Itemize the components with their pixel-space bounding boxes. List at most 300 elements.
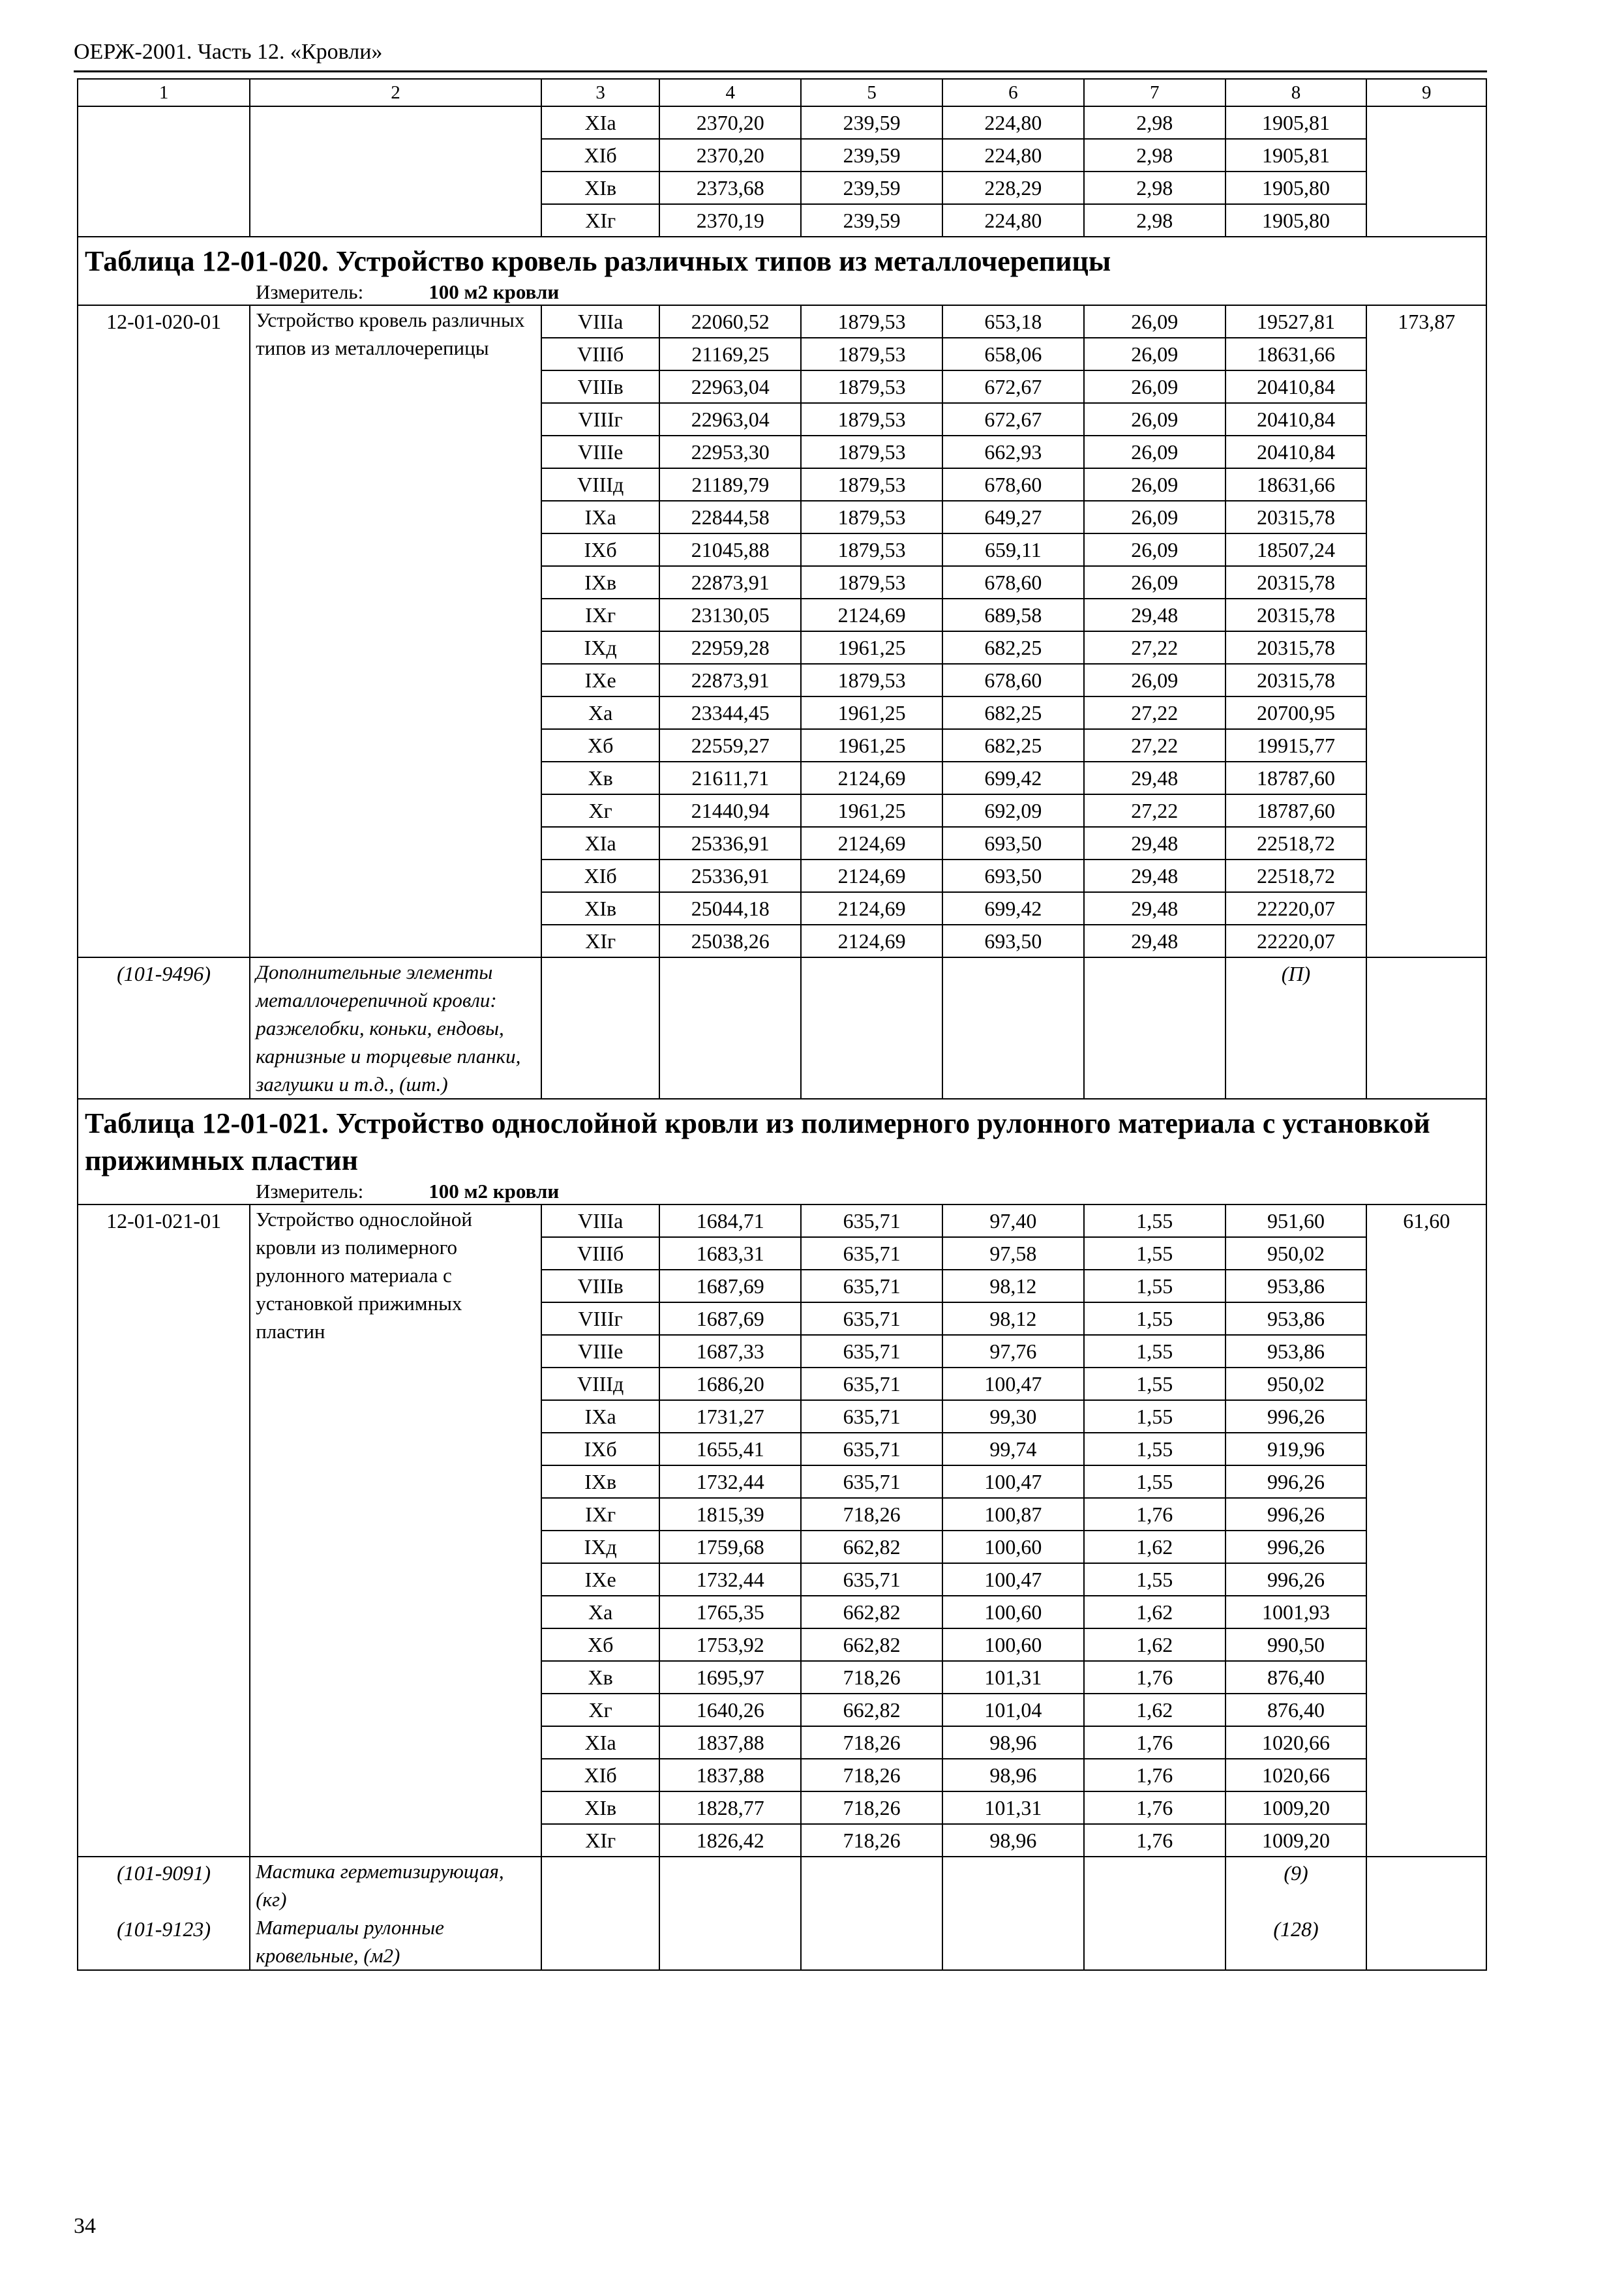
value-cell: 682,25 [942, 631, 1084, 664]
value-cell: 658,06 [942, 338, 1084, 370]
value-cell: 718,26 [801, 1759, 942, 1791]
region-cell: VIIIа [541, 1204, 660, 1237]
region-cell: Xа [541, 696, 660, 729]
value-cell: 635,71 [801, 1302, 942, 1335]
value-cell: 1684,71 [659, 1204, 801, 1237]
value-cell: 20315,78 [1226, 664, 1367, 696]
material-row [78, 957, 1486, 1099]
value-cell: 27,22 [1084, 631, 1226, 664]
value-cell: 996,26 [1226, 1563, 1367, 1596]
value-cell: 98,12 [942, 1302, 1084, 1335]
value-cell: 996,26 [1226, 1498, 1367, 1531]
value-cell: 689,58 [942, 599, 1084, 631]
value-cell: 693,50 [942, 860, 1084, 892]
value-cell: 662,93 [942, 436, 1084, 468]
value-cell: 635,71 [801, 1433, 942, 1465]
value-cell: 27,22 [1084, 794, 1226, 827]
material-quantity: (128) [1226, 1913, 1367, 1970]
value-cell: 718,26 [801, 1661, 942, 1694]
column-number: 3 [541, 79, 660, 106]
value-cell: 239,59 [801, 204, 942, 237]
value-cell: 693,50 [942, 925, 1084, 957]
value-cell: 23344,45 [659, 696, 801, 729]
column-number: 6 [942, 79, 1084, 106]
value-cell: 22220,07 [1226, 892, 1367, 925]
value-cell: 101,31 [942, 1791, 1084, 1824]
value-cell: 26,09 [1084, 533, 1226, 566]
region-cell: XIб [541, 1759, 660, 1791]
value-cell: 29,48 [1084, 762, 1226, 794]
measure-unit [78, 280, 1486, 305]
value-cell: 1879,53 [801, 436, 942, 468]
value-cell: 2,98 [1084, 106, 1226, 139]
value-cell: 2,98 [1084, 172, 1226, 204]
measure-row [78, 280, 1486, 305]
value-cell: 1687,69 [659, 1270, 801, 1302]
region-cell: IXа [541, 501, 660, 533]
value-cell: 1905,81 [1226, 106, 1367, 139]
value-cell: 1009,20 [1226, 1824, 1367, 1857]
empty-cell [801, 957, 942, 1099]
measure-label: Измеритель: [256, 1180, 364, 1203]
value-cell: 1879,53 [801, 664, 942, 696]
value-cell: 1,55 [1084, 1302, 1226, 1335]
rate-description: Устройство однослойной кровли из полимерного рулонного материала с установкой прижимных пластин [250, 1204, 541, 1857]
value-cell: 2124,69 [801, 860, 942, 892]
region-cell: VIIIд [541, 1368, 660, 1400]
region-cell: XIв [541, 1791, 660, 1824]
region-cell: VIIIв [541, 1270, 660, 1302]
value-cell: 20410,84 [1226, 370, 1367, 403]
value-cell: 678,60 [942, 468, 1084, 501]
value-cell: 21440,94 [659, 794, 801, 827]
value-cell: 22060,52 [659, 305, 801, 338]
column-number: 1 [78, 79, 250, 106]
value-cell: 98,96 [942, 1726, 1084, 1759]
value-cell: 682,25 [942, 696, 1084, 729]
region-cell: XIв [541, 892, 660, 925]
value-cell: 20410,84 [1226, 436, 1367, 468]
material-code: (101-9496) [78, 957, 250, 1099]
value-cell: 100,47 [942, 1563, 1084, 1596]
value-cell: 996,26 [1226, 1400, 1367, 1433]
value-cell: 1,55 [1084, 1204, 1226, 1237]
value-cell: 1879,53 [801, 338, 942, 370]
value-cell: 25044,18 [659, 892, 801, 925]
table-row [78, 106, 1486, 139]
value-cell: 26,09 [1084, 566, 1226, 599]
value-cell: 1961,25 [801, 631, 942, 664]
value-cell: 1009,20 [1226, 1791, 1367, 1824]
value-cell: 22963,04 [659, 403, 801, 436]
value-cell: 25038,26 [659, 925, 801, 957]
value-cell: 29,48 [1084, 892, 1226, 925]
value-cell: 1905,80 [1226, 172, 1367, 204]
value-cell: 26,09 [1084, 338, 1226, 370]
value-cell: 22220,07 [1226, 925, 1367, 957]
column-number: 4 [659, 79, 801, 106]
value-cell: 1,55 [1084, 1400, 1226, 1433]
value-cell: 635,71 [801, 1563, 942, 1596]
column-number: 9 [1366, 79, 1486, 106]
value-cell: 1,55 [1084, 1270, 1226, 1302]
value-cell: 20410,84 [1226, 403, 1367, 436]
value-cell: 635,71 [801, 1368, 942, 1400]
value-cell: 635,71 [801, 1204, 942, 1237]
desc-cell [250, 106, 541, 237]
table-title: Таблица 12-01-020. Устройство кровель различных типов из металлочерепицы [78, 237, 1486, 280]
value-cell: 1837,88 [659, 1726, 801, 1759]
empty-cell [659, 1913, 801, 1970]
value-cell: 100,60 [942, 1596, 1084, 1628]
value-cell: 635,71 [801, 1237, 942, 1270]
value-cell: 22518,72 [1226, 860, 1367, 892]
value-cell: 662,82 [801, 1628, 942, 1661]
labor-cost: 173,87 [1366, 305, 1486, 957]
value-cell: 22873,91 [659, 664, 801, 696]
value-cell: 950,02 [1226, 1368, 1367, 1400]
empty-cell [1366, 957, 1486, 1099]
material-description: Материалы рулонные кровельные, (м2) [250, 1913, 541, 1970]
value-cell: 659,11 [942, 533, 1084, 566]
empty-cell [942, 1913, 1084, 1970]
value-cell: 1655,41 [659, 1433, 801, 1465]
value-cell: 1905,80 [1226, 204, 1367, 237]
empty-cell [801, 1913, 942, 1970]
value-cell: 101,04 [942, 1694, 1084, 1726]
value-cell: 718,26 [801, 1726, 942, 1759]
measure-row [78, 1179, 1486, 1204]
value-cell: 718,26 [801, 1824, 942, 1857]
region-cell: XIб [541, 860, 660, 892]
value-cell: 1,76 [1084, 1661, 1226, 1694]
value-cell: 672,67 [942, 403, 1084, 436]
column-number-row [78, 79, 1486, 106]
value-cell: 1759,68 [659, 1531, 801, 1563]
value-cell: 2370,19 [659, 204, 801, 237]
value-cell: 2370,20 [659, 106, 801, 139]
value-cell: 1879,53 [801, 305, 942, 338]
value-cell: 26,09 [1084, 501, 1226, 533]
value-cell: 22559,27 [659, 729, 801, 762]
empty-cell [541, 957, 660, 1099]
value-cell: 98,96 [942, 1824, 1084, 1857]
column-number: 8 [1226, 79, 1367, 106]
region-cell: IXе [541, 1563, 660, 1596]
region-cell: XIа [541, 827, 660, 860]
material-row [78, 1857, 1486, 1913]
value-cell: 682,25 [942, 729, 1084, 762]
material-quantity: (9) [1226, 1857, 1367, 1913]
material-code: (101-9091) [78, 1857, 250, 1913]
region-cell: Xб [541, 1628, 660, 1661]
empty-cell [659, 1857, 801, 1913]
value-cell: 22963,04 [659, 370, 801, 403]
empty-cell [1366, 1857, 1486, 1913]
value-cell: 20315,78 [1226, 599, 1367, 631]
material-row [78, 1913, 1486, 1970]
value-cell: 99,30 [942, 1400, 1084, 1433]
value-cell: 2124,69 [801, 925, 942, 957]
value-cell: 2,98 [1084, 204, 1226, 237]
value-cell: 1879,53 [801, 468, 942, 501]
value-cell: 2124,69 [801, 762, 942, 794]
region-cell: VIIIг [541, 1302, 660, 1335]
table-row [78, 305, 1486, 338]
value-cell: 1,62 [1084, 1628, 1226, 1661]
value-cell: 19915,77 [1226, 729, 1367, 762]
region-cell: XIв [541, 172, 660, 204]
value-cell: 953,86 [1226, 1302, 1367, 1335]
value-cell: 26,09 [1084, 370, 1226, 403]
value-cell: 22518,72 [1226, 827, 1367, 860]
value-cell: 239,59 [801, 172, 942, 204]
value-cell: 1837,88 [659, 1759, 801, 1791]
value-cell: 1020,66 [1226, 1759, 1367, 1791]
value-cell: 1,55 [1084, 1335, 1226, 1368]
empty-cell [801, 1857, 942, 1913]
value-cell: 25336,91 [659, 860, 801, 892]
value-cell: 662,82 [801, 1596, 942, 1628]
material-quantity: (П) [1226, 957, 1367, 1099]
value-cell: 1,55 [1084, 1563, 1226, 1596]
region-cell: IXд [541, 631, 660, 664]
empty-cell [942, 1857, 1084, 1913]
region-cell: IXа [541, 1400, 660, 1433]
value-cell: 97,40 [942, 1204, 1084, 1237]
value-cell: 21611,71 [659, 762, 801, 794]
value-cell: 1879,53 [801, 501, 942, 533]
value-cell: 97,76 [942, 1335, 1084, 1368]
region-cell: Xг [541, 1694, 660, 1726]
value-cell: 1961,25 [801, 729, 942, 762]
value-cell: 876,40 [1226, 1661, 1367, 1694]
document-header: ОЕРЖ-2001. Часть 12. «Кровли» [74, 40, 383, 64]
value-cell: 649,27 [942, 501, 1084, 533]
labor-cost: 61,60 [1366, 1204, 1486, 1857]
rate-description: Устройство кровель различных типов из металлочерепицы [250, 305, 541, 957]
value-cell: 20700,95 [1226, 696, 1367, 729]
table-title-row [78, 237, 1486, 280]
region-cell: VIIIа [541, 305, 660, 338]
value-cell: 718,26 [801, 1498, 942, 1531]
value-cell: 20315,78 [1226, 501, 1367, 533]
value-cell: 1,55 [1084, 1433, 1226, 1465]
value-cell: 100,47 [942, 1368, 1084, 1400]
value-cell: 635,71 [801, 1270, 942, 1302]
value-cell: 1815,39 [659, 1498, 801, 1531]
value-cell: 101,31 [942, 1661, 1084, 1694]
table-title: Таблица 12-01-021. Устройство однослойной кровли из полимерного рулонного материала с установкой прижимных пластин [78, 1099, 1486, 1179]
region-cell: XIг [541, 1824, 660, 1857]
region-cell: VIIIб [541, 1237, 660, 1270]
value-cell: 2373,68 [659, 172, 801, 204]
value-cell: 1,55 [1084, 1237, 1226, 1270]
value-cell: 18631,66 [1226, 468, 1367, 501]
value-cell: 1683,31 [659, 1237, 801, 1270]
region-cell: IXв [541, 566, 660, 599]
value-cell: 653,18 [942, 305, 1084, 338]
column-number: 2 [250, 79, 541, 106]
value-cell: 996,26 [1226, 1465, 1367, 1498]
value-cell: 2124,69 [801, 827, 942, 860]
value-cell: 2,98 [1084, 139, 1226, 172]
region-cell: Xв [541, 1661, 660, 1694]
value-cell: 29,48 [1084, 827, 1226, 860]
value-cell: 224,80 [942, 204, 1084, 237]
col9-cell [1366, 106, 1486, 237]
value-cell: 239,59 [801, 139, 942, 172]
value-cell: 662,82 [801, 1694, 942, 1726]
value-cell: 22959,28 [659, 631, 801, 664]
column-number: 5 [801, 79, 942, 106]
value-cell: 990,50 [1226, 1628, 1367, 1661]
value-cell: 100,47 [942, 1465, 1084, 1498]
value-cell: 1732,44 [659, 1465, 801, 1498]
value-cell: 22873,91 [659, 566, 801, 599]
value-cell: 29,48 [1084, 860, 1226, 892]
empty-cell [1084, 957, 1226, 1099]
value-cell: 224,80 [942, 106, 1084, 139]
value-cell: 718,26 [801, 1791, 942, 1824]
value-cell: 1,55 [1084, 1465, 1226, 1498]
table-row [78, 1204, 1486, 1237]
value-cell: 1961,25 [801, 794, 942, 827]
value-cell: 1695,97 [659, 1661, 801, 1694]
value-cell: 1687,33 [659, 1335, 801, 1368]
measure-value: 100 м2 кровли [429, 1180, 560, 1203]
material-description: Мастика герметизирующая, (кг) [250, 1857, 541, 1913]
value-cell: 953,86 [1226, 1270, 1367, 1302]
value-cell: 27,22 [1084, 729, 1226, 762]
value-cell: 1001,93 [1226, 1596, 1367, 1628]
value-cell: 2124,69 [801, 599, 942, 631]
page-number: 34 [74, 2214, 96, 2238]
empty-cell [942, 957, 1084, 1099]
value-cell: 1828,77 [659, 1791, 801, 1824]
region-cell: Xг [541, 794, 660, 827]
empty-cell [541, 1913, 660, 1970]
value-cell: 693,50 [942, 827, 1084, 860]
value-cell: 29,48 [1084, 599, 1226, 631]
region-cell: VIIIе [541, 1335, 660, 1368]
measure-label: Измеритель: [256, 280, 364, 303]
value-cell: 1,76 [1084, 1759, 1226, 1791]
region-cell: IXг [541, 599, 660, 631]
empty-cell [1084, 1913, 1226, 1970]
value-cell: 18631,66 [1226, 338, 1367, 370]
region-cell: IXг [541, 1498, 660, 1531]
rates-table [77, 78, 1487, 1971]
value-cell: 950,02 [1226, 1237, 1367, 1270]
value-cell: 22953,30 [659, 436, 801, 468]
value-cell: 1686,20 [659, 1368, 801, 1400]
value-cell: 21045,88 [659, 533, 801, 566]
value-cell: 97,58 [942, 1237, 1084, 1270]
material-description: Дополнительные элементы металлочерепичной кровли: разжелобки, коньки, ендовы, карнизные и торцевые планки, заглушки и т.д., (шт.) [250, 957, 541, 1099]
value-cell: 699,42 [942, 892, 1084, 925]
value-cell: 23130,05 [659, 599, 801, 631]
table-title-row [78, 1099, 1486, 1179]
empty-cell [1084, 1857, 1226, 1913]
value-cell: 27,22 [1084, 696, 1226, 729]
value-cell: 1,76 [1084, 1498, 1226, 1531]
value-cell: 224,80 [942, 139, 1084, 172]
value-cell: 1,62 [1084, 1596, 1226, 1628]
value-cell: 996,26 [1226, 1531, 1367, 1563]
region-cell: IXб [541, 1433, 660, 1465]
value-cell: 699,42 [942, 762, 1084, 794]
value-cell: 1,76 [1084, 1791, 1226, 1824]
value-cell: 876,40 [1226, 1694, 1367, 1726]
region-cell: VIIIв [541, 370, 660, 403]
value-cell: 98,12 [942, 1270, 1084, 1302]
value-cell: 25336,91 [659, 827, 801, 860]
value-cell: 2124,69 [801, 892, 942, 925]
value-cell: 951,60 [1226, 1204, 1367, 1237]
value-cell: 20315,78 [1226, 631, 1367, 664]
value-cell: 19527,81 [1226, 305, 1367, 338]
value-cell: 26,09 [1084, 664, 1226, 696]
value-cell: 228,29 [942, 172, 1084, 204]
region-cell: IXб [541, 533, 660, 566]
region-cell: XIб [541, 139, 660, 172]
value-cell: 953,86 [1226, 1335, 1367, 1368]
value-cell: 672,67 [942, 370, 1084, 403]
value-cell: 919,96 [1226, 1433, 1367, 1465]
column-number: 7 [1084, 79, 1226, 106]
region-cell: Xа [541, 1596, 660, 1628]
value-cell: 100,87 [942, 1498, 1084, 1531]
value-cell: 21169,25 [659, 338, 801, 370]
value-cell: 1732,44 [659, 1563, 801, 1596]
value-cell: 22844,58 [659, 501, 801, 533]
value-cell: 1640,26 [659, 1694, 801, 1726]
region-cell: XIг [541, 925, 660, 957]
value-cell: 26,09 [1084, 468, 1226, 501]
region-cell: VIIIе [541, 436, 660, 468]
value-cell: 1,76 [1084, 1824, 1226, 1857]
value-cell: 21189,79 [659, 468, 801, 501]
value-cell: 26,09 [1084, 403, 1226, 436]
value-cell: 1,62 [1084, 1531, 1226, 1563]
value-cell: 635,71 [801, 1400, 942, 1433]
value-cell: 18507,24 [1226, 533, 1367, 566]
region-cell: VIIIб [541, 338, 660, 370]
value-cell: 1879,53 [801, 566, 942, 599]
region-cell: VIIIг [541, 403, 660, 436]
region-cell: VIIIд [541, 468, 660, 501]
value-cell: 692,09 [942, 794, 1084, 827]
value-cell: 1961,25 [801, 696, 942, 729]
value-cell: 20315,78 [1226, 566, 1367, 599]
empty-cell [541, 1857, 660, 1913]
region-cell: XIа [541, 106, 660, 139]
value-cell: 100,60 [942, 1628, 1084, 1661]
measure-unit [78, 1179, 1486, 1204]
value-cell: 1,76 [1084, 1726, 1226, 1759]
region-cell: XIа [541, 1726, 660, 1759]
value-cell: 100,60 [942, 1531, 1084, 1563]
value-cell: 662,82 [801, 1531, 942, 1563]
material-code: (101-9123) [78, 1913, 250, 1970]
value-cell: 26,09 [1084, 305, 1226, 338]
value-cell: 239,59 [801, 106, 942, 139]
value-cell: 1879,53 [801, 370, 942, 403]
empty-cell [1366, 1913, 1486, 1970]
header-rule [74, 70, 1487, 72]
value-cell: 98,96 [942, 1759, 1084, 1791]
